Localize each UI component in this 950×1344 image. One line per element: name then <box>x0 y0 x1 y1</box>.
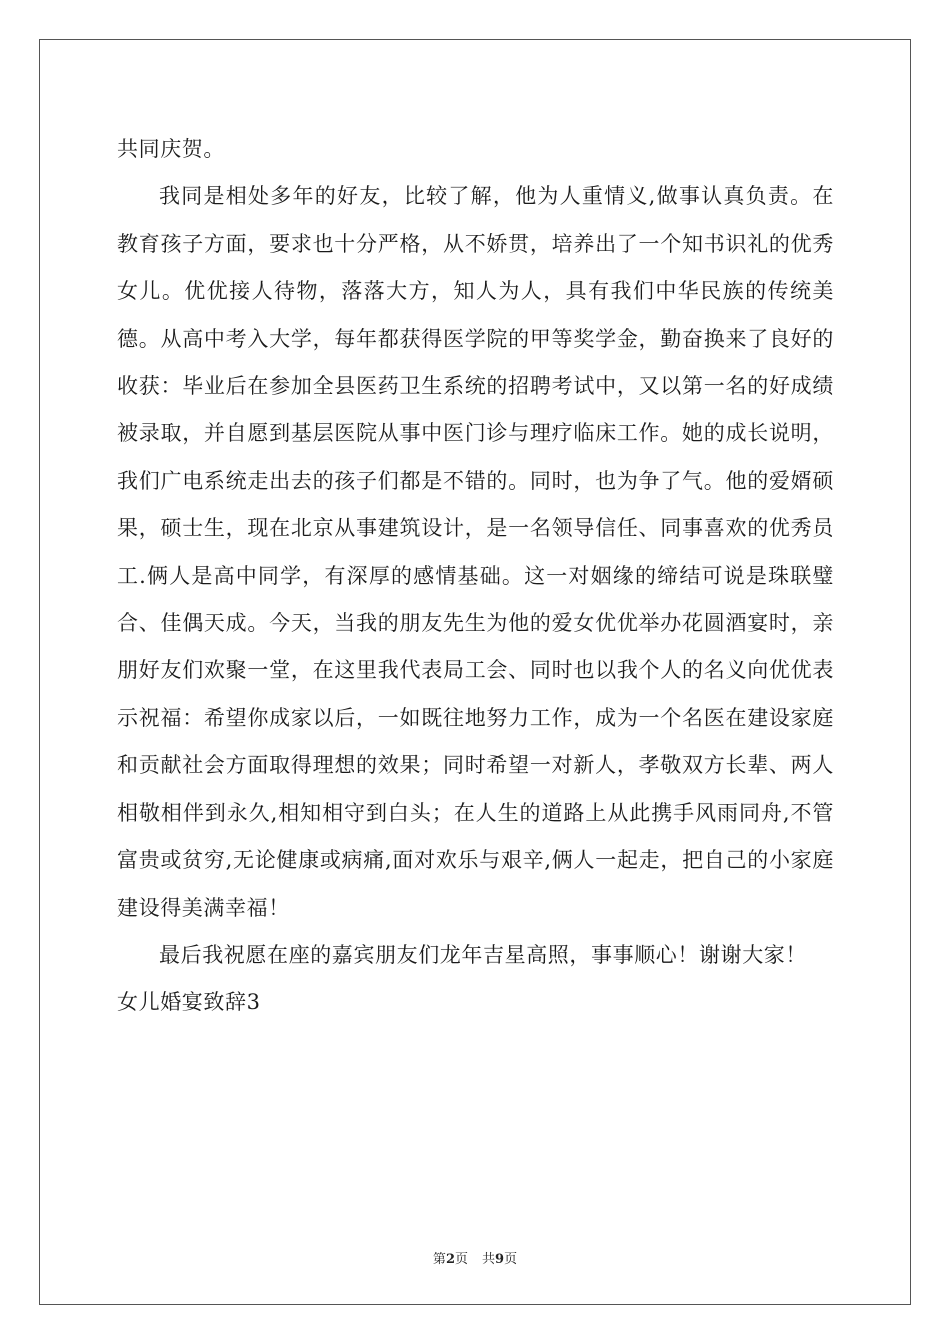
page-footer <box>0 1248 950 1267</box>
total-prefix: 共 <box>482 1252 496 1267</box>
page-unit: 页 <box>454 1252 468 1267</box>
page-total: 9 <box>495 1252 505 1267</box>
document-body <box>117 126 834 1027</box>
paragraph-main: 我同是相处多年的好友，比较了解，他为人重情义,做事认真负责。在教育孩子方面，要求也十分严格，从不娇贯，培养出了一个知书识礼的优秀女儿。优优接人待物，落落大方，知人为人，具有我们中华民族的传统美德。从高中考入大学，每年都获得医学院的甲等奖学金，勤奋换来了良好的收获：毕业后在参加全县医药卫生系统的招聘考试中，又以第一名的好成绩被录取，并自愿到基层医院从事中医门诊与理疗临床工作。她的成长说明，我们广电系统走出去的孩子们都是不错的。同时，也为争了气。他的爱婿硕果，硕士生，现在北京从事建筑设计，是一名领导信任、同事喜欢的优秀员工.俩人是高中同学，有深厚的感情基础。这一对姻缘的缔结可说是珠联璧合、佳偶天成。今天，当我的朋友先生为他的爱女优优举办花圆酒宴时，亲朋好友们欢聚一堂，在这里我代表局工会、同时也以我个人的名义向优优表示祝福：希望你成家以后，一如既往地努力工作，成为一个名医在建设家庭和贡献社会方面取得理想的效果；同时希望一对新人，孝敬双方长辈、两人相敬相伴到永久,相知相守到白头；在人生的道路上从此携手风雨同舟,不管富贵或贫穷,无论健康或病痛,面对欢乐与艰辛,俩人一起走，把自己的小家庭建设得美满幸福！ <box>117 184 834 920</box>
page-prefix: 第 <box>432 1252 446 1267</box>
paragraph-closing: 最后我祝愿在座的嘉宾朋友们龙年吉星高照，事事顺心！谢谢大家！ <box>159 942 807 967</box>
paragraph-continuation: 共同庆贺。 <box>117 137 225 161</box>
page-current: 2 <box>445 1252 455 1267</box>
total-unit: 页 <box>504 1252 518 1267</box>
section-title: 女儿婚宴致辞3 <box>117 990 261 1015</box>
